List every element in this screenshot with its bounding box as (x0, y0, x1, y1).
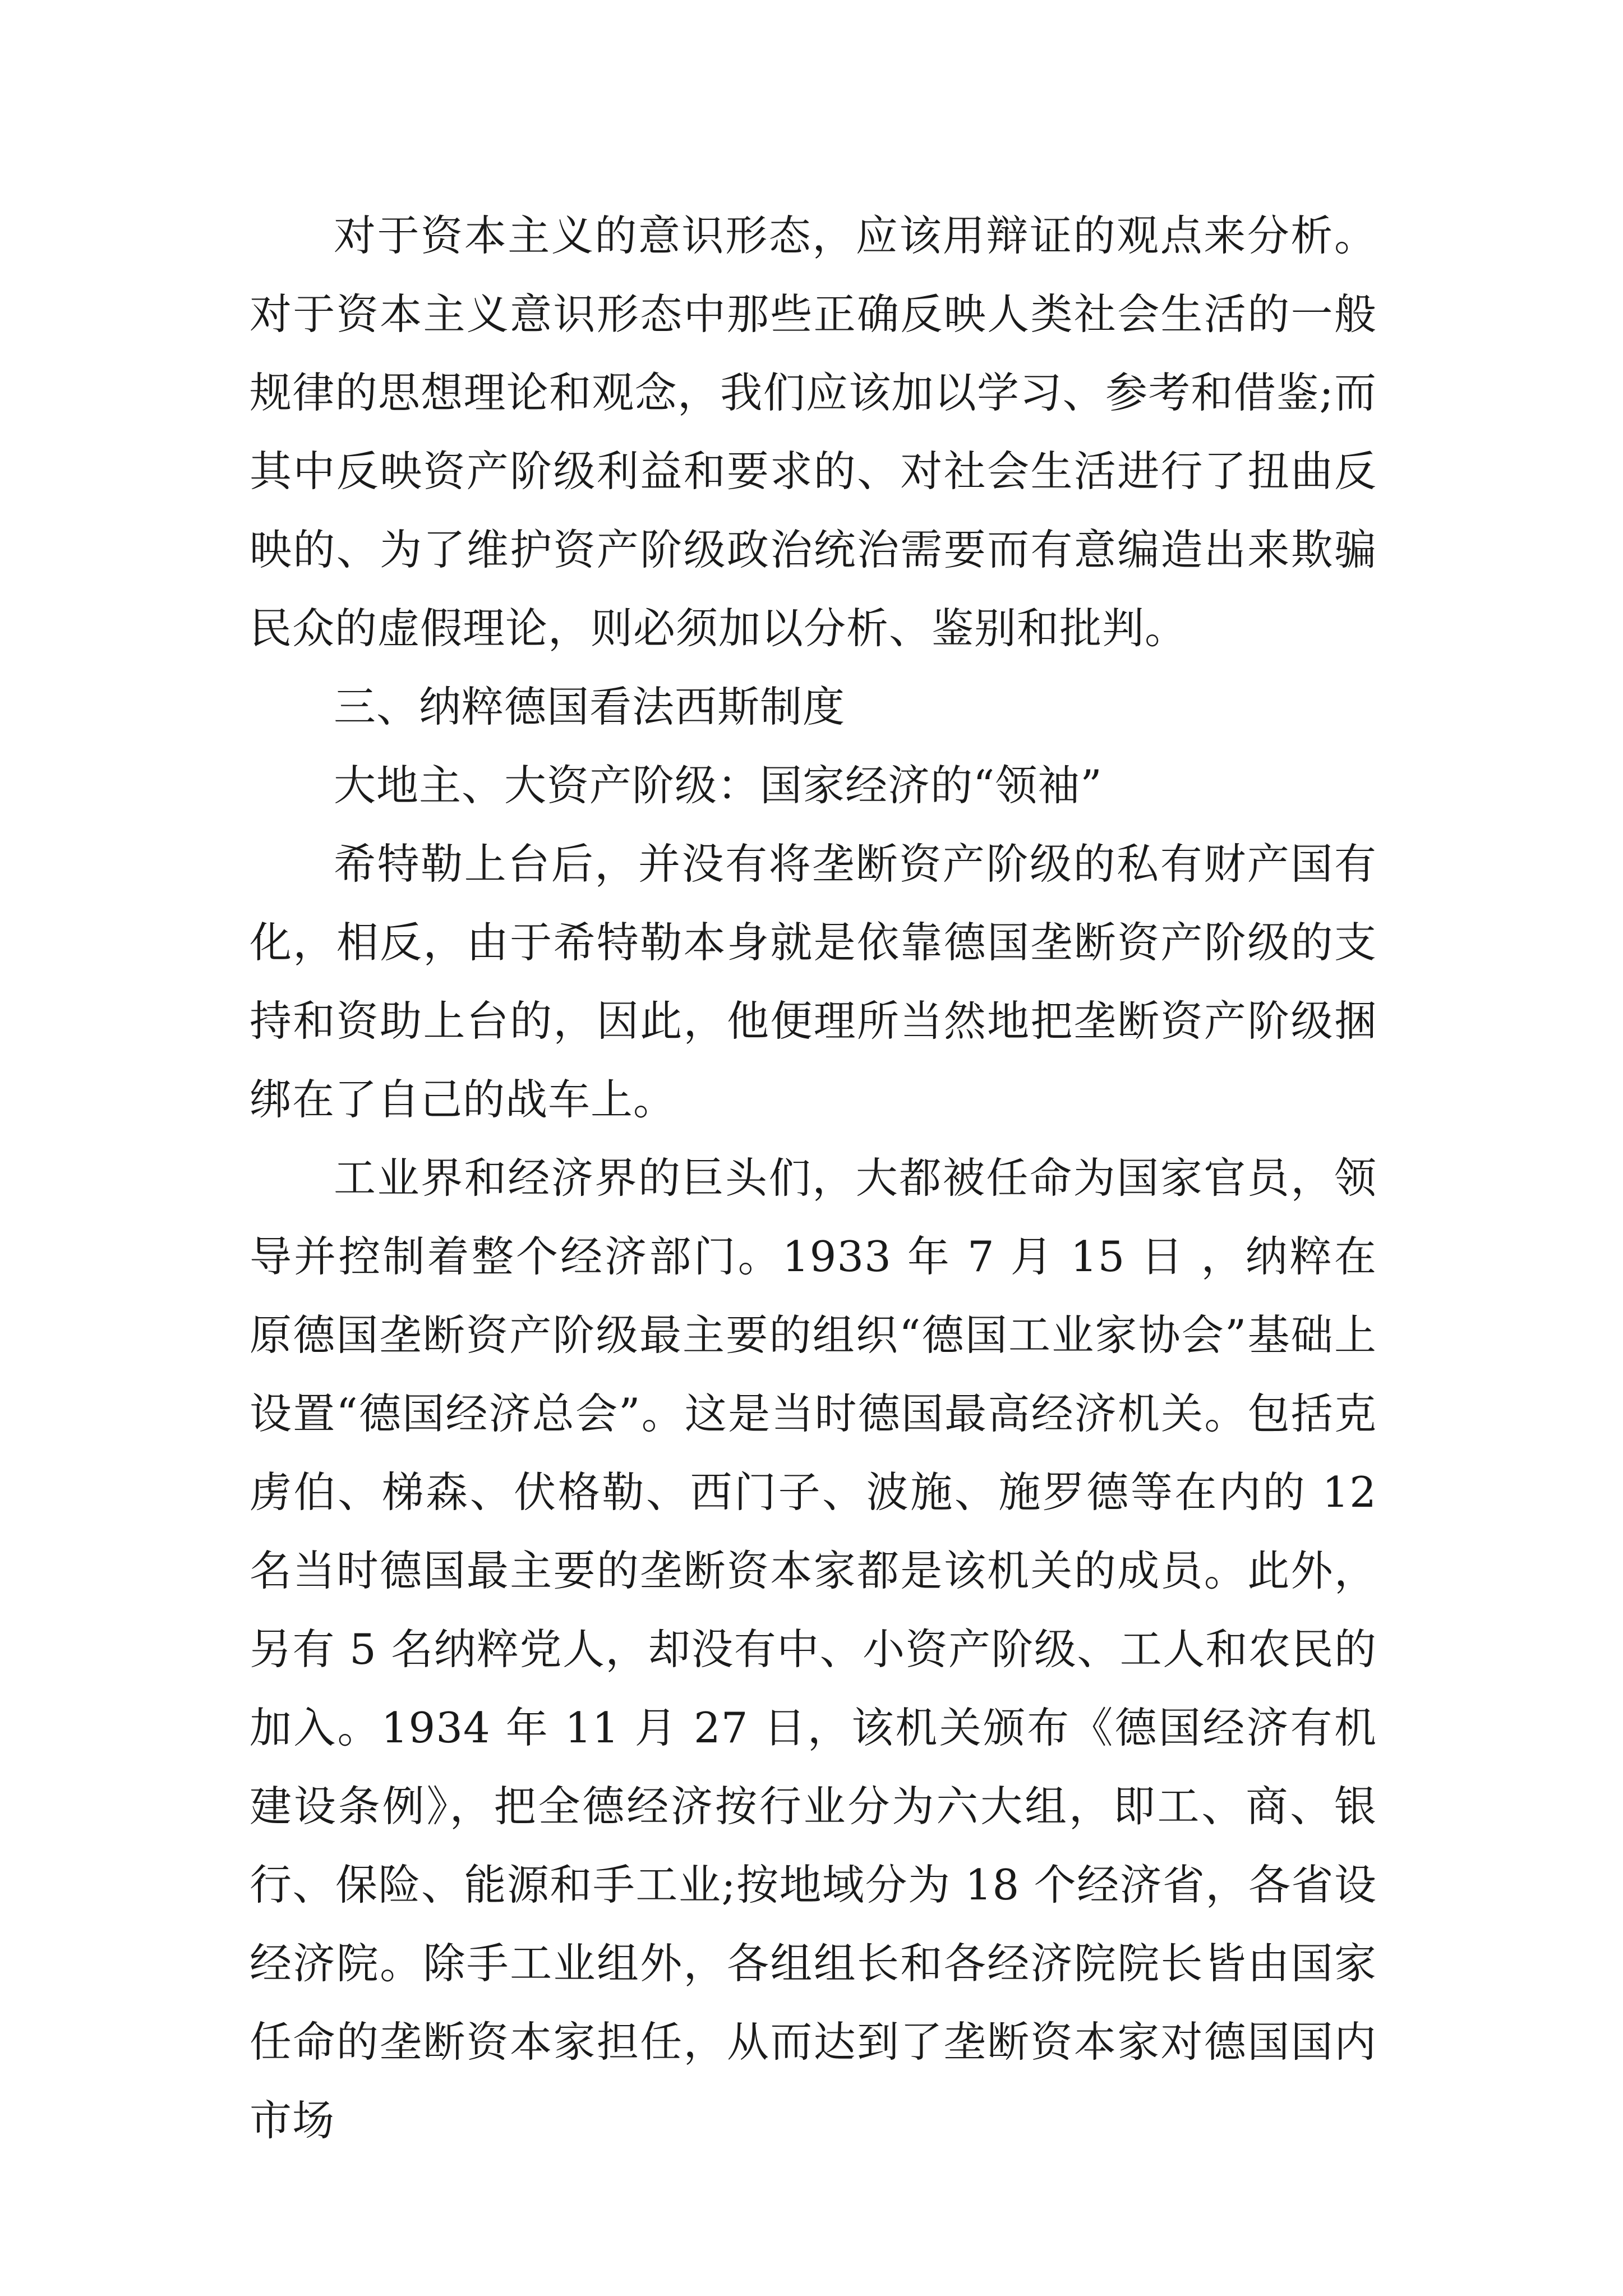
document-body (250, 196, 1377, 2160)
paragraph-economy: 工业界和经济界的巨头们，大都被任命为国家官员，领导并控制着整个经济部门。1933 年 7 月 15 日 ，纳粹在原德国垄断资产阶级最主要的组织“德国工业家协会”基础上设置“德国经济总会”。这是当时德国最高经济机关。包括克虏伯、梯森、伏格勒、西门子、波施、施罗德等在内的 12 名当时德国最主要的垄断资本家都是该机关的成员。此外，另有 5 名纳粹党人，却没有中、小资产阶级、工人和农民的加入。1934 年 11 月 27 日，该机关颁布《德国经济有机建设条例》，把全德经济按行业分为六大组，即工、商、银行、保险、能源和手工业;按地域分为 18 个经济省，各省设经济院。除手工业组外，各组组长和各经济院院长皆由国家任命的垄断资本家担任，从而达到了垄断资本家对德国国内市场 (250, 1153, 1377, 2145)
section-heading: 三、纳粹德国看法西斯制度 (334, 682, 846, 731)
paragraph-hitler: 希特勒上台后，并没有将垄断资产阶级的私有财产国有化，相反，由于希特勒本身就是依靠德国垄断资产阶级的支持和资助上台的，因此，他便理所当然地把垄断资产阶级捆绑在了自己的战车上。 (250, 839, 1377, 1124)
paragraph-ideology: 对于资本主义的意识形态，应该用辩证的观点来分析。对于资本主义意识形态中那些正确反映人类社会生活的一般规律的思想理论和观念，我们应该加以学习、参考和借鉴;而其中反映资产阶级利益和要求的、对社会生活进行了扭曲反映的、为了维护资产阶级政治统治需要而有意编造出来欺骗民众的虚假理论，则必须加以分析、鉴别和批判。 (250, 211, 1377, 653)
subsection-heading: 大地主、大资产阶级：国家经济的“领袖” (334, 761, 1103, 810)
